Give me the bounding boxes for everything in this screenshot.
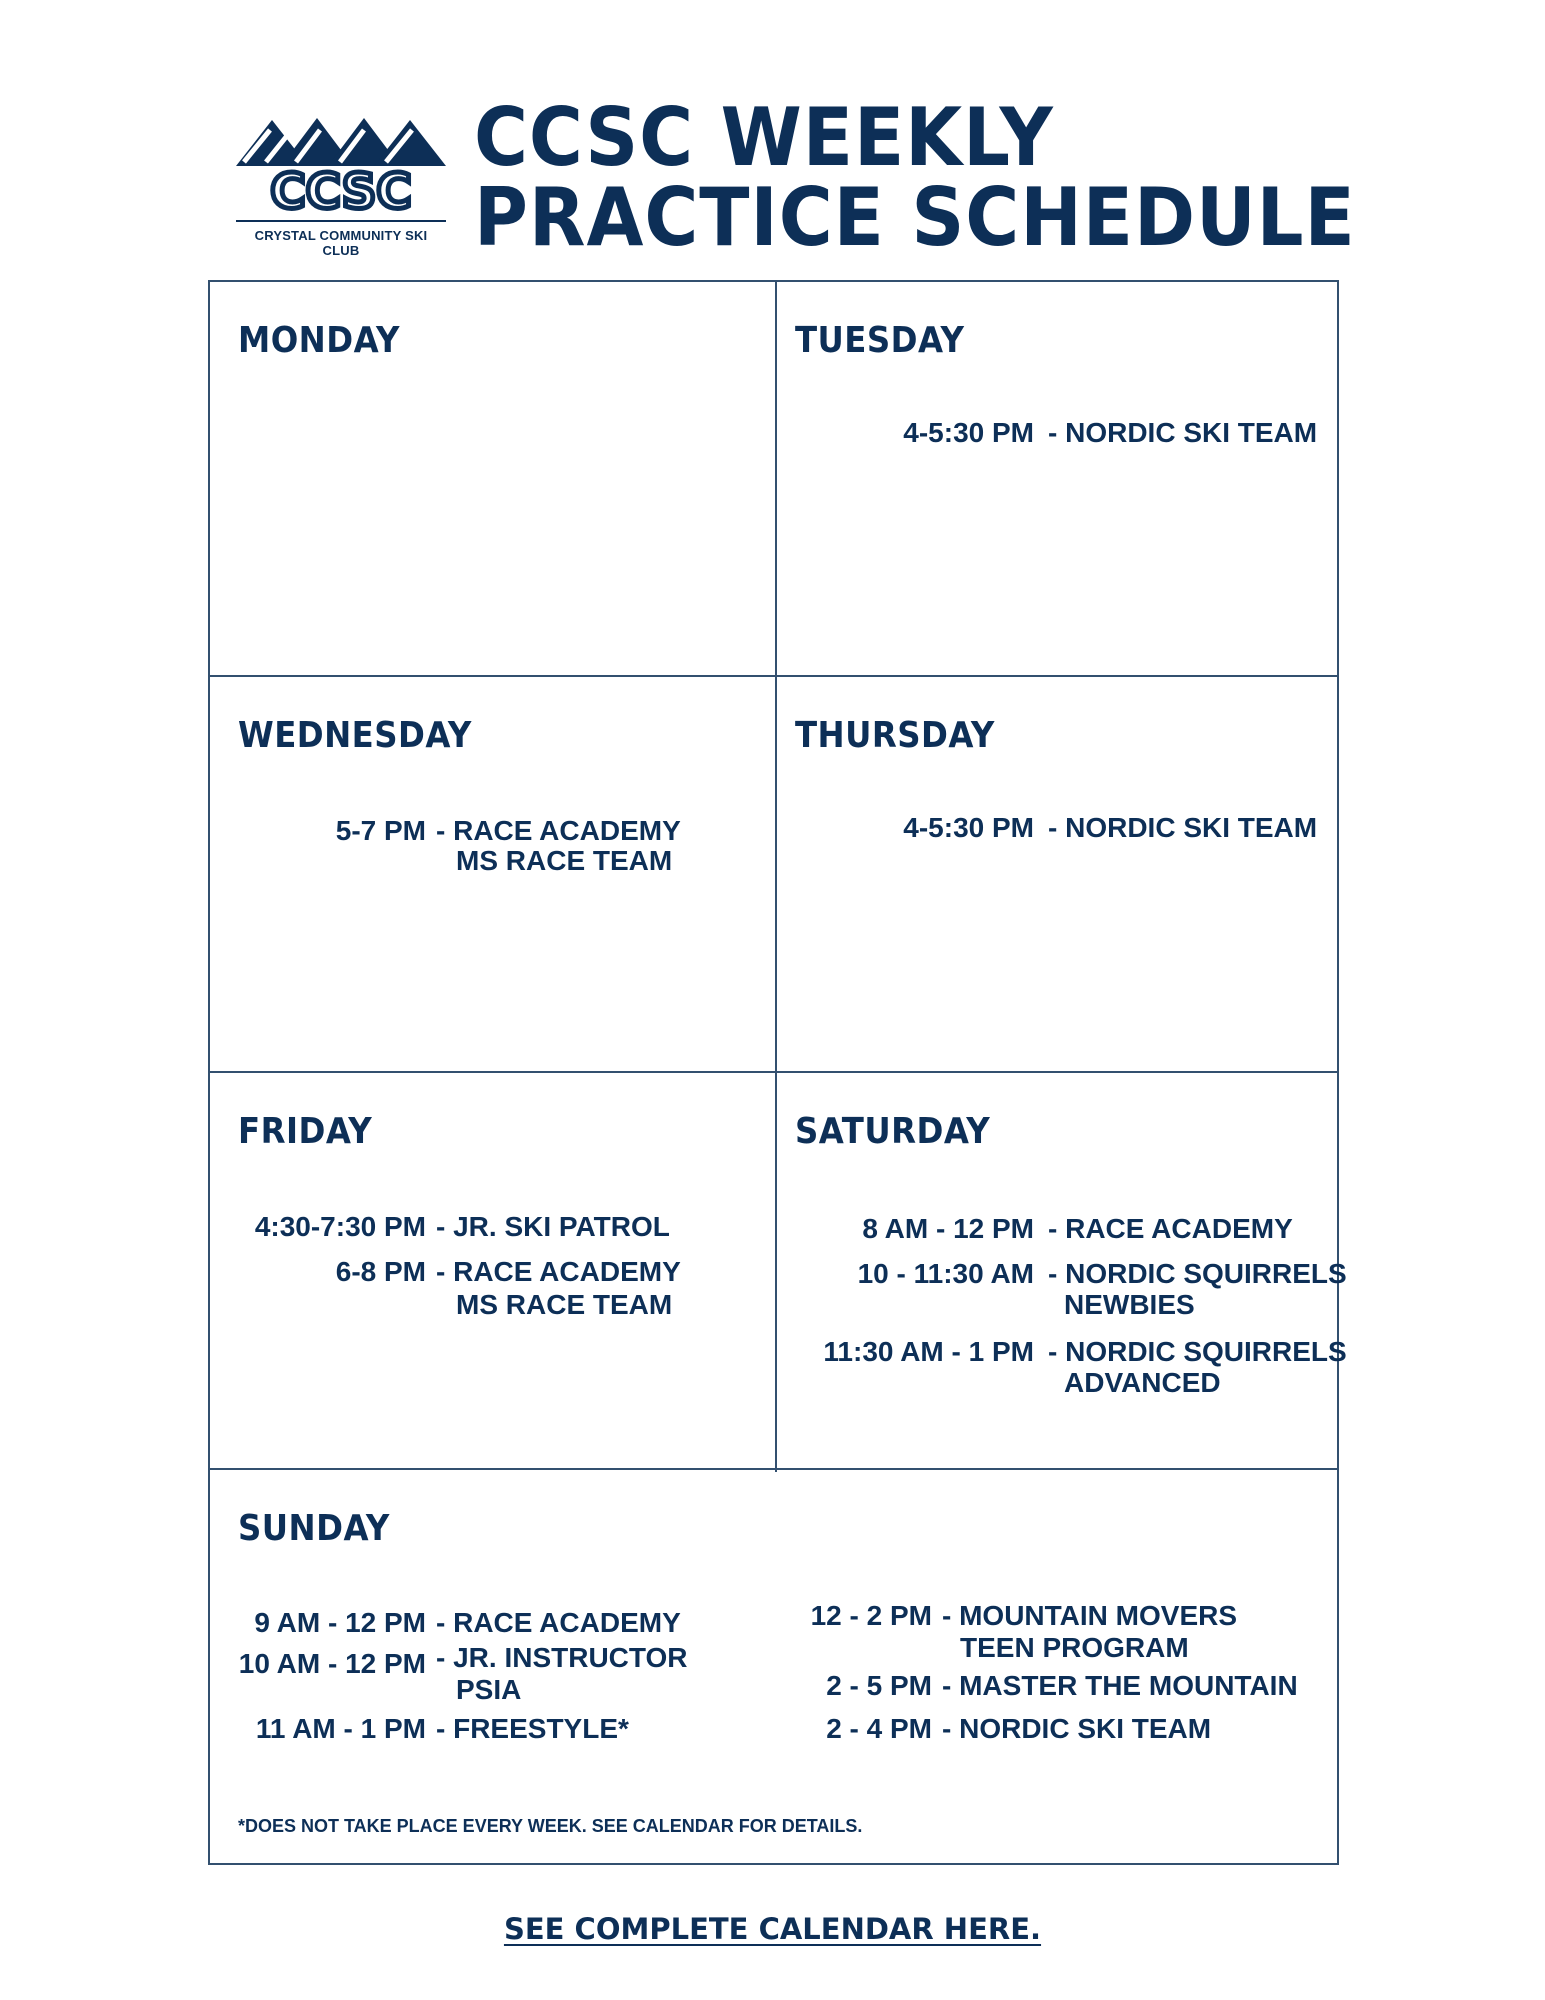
day-cell-monday — [210, 282, 775, 675]
entry-activity: - NORDIC SQUIRRELS — [1048, 1258, 1347, 1289]
day-cell-thursday — [777, 677, 1341, 1071]
day-cell-saturday — [777, 1073, 1347, 1468]
entry-activity-continued: ADVANCED — [1064, 1367, 1221, 1398]
day-heading: MONDAY — [238, 320, 400, 361]
entry-time: 12 - 2 PM — [810, 1600, 932, 1631]
schedule-grid — [208, 280, 1347, 1865]
footnote: *DOES NOT TAKE PLACE EVERY WEEK. SEE CALENDAR FOR DETAILS. — [238, 1816, 863, 1836]
entry-time: 4-5:30 PM — [903, 812, 1034, 843]
entry-activity: - RACE ACADEMY — [1048, 1213, 1293, 1244]
entry-activity: - MASTER THE MOUNTAIN — [942, 1670, 1298, 1701]
entry-time: 6-8 PM — [335, 1256, 426, 1287]
entry-time: 8 AM - 12 PM — [862, 1213, 1034, 1244]
entry-activity-continued: MS RACE TEAM — [456, 1289, 673, 1320]
mountain-logo-icon — [236, 100, 446, 218]
day-cell-wednesday — [210, 677, 775, 1071]
see-calendar-link[interactable]: SEE COMPLETE CALENDAR HERE. — [503, 1912, 1042, 1946]
entry-time: 10 - 11:30 AM — [857, 1258, 1034, 1289]
day-heading: FRIDAY — [238, 1111, 373, 1152]
club-logo — [236, 100, 446, 258]
day-heading: TUESDAY — [795, 320, 965, 361]
entry-time: 2 - 4 PM — [826, 1713, 932, 1744]
club-name: CRYSTAL COMMUNITY SKI CLUB — [254, 228, 428, 258]
entry-time: 2 - 5 PM — [826, 1670, 932, 1701]
day-heading: SUNDAY — [238, 1508, 390, 1549]
title-line-2: PRACTICE SCHEDULE — [474, 171, 1356, 264]
entry-activity-continued: NEWBIES — [1064, 1289, 1195, 1320]
entry-activity: - NORDIC SKI TEAM — [942, 1713, 1212, 1744]
entry-activity: - NORDIC SKI TEAM — [1048, 812, 1318, 843]
day-cell-sunday — [210, 1470, 1337, 1863]
entry-activity: - RACE ACADEMY — [436, 815, 681, 846]
entry-activity: - NORDIC SKI TEAM — [1048, 417, 1318, 448]
entry-time: 11:30 AM - 1 PM — [823, 1336, 1034, 1367]
entry-time: 4-5:30 PM — [903, 417, 1034, 448]
entry-time: 5-7 PM — [335, 815, 426, 846]
title-line-1: CCSC WEEKLY — [474, 91, 1054, 184]
entry-time: 11 AM - 1 PM — [255, 1713, 426, 1744]
logo-divider — [236, 220, 446, 222]
entry-time: 4:30-7:30 PM — [254, 1211, 426, 1242]
page-title — [474, 91, 1356, 264]
entry-activity: - MOUNTAIN MOVERS — [942, 1600, 1238, 1631]
entry-activity: - RACE ACADEMY — [436, 1256, 681, 1287]
entry-time: 9 AM - 12 PM — [254, 1607, 426, 1638]
day-heading: THURSDAY — [795, 715, 995, 756]
day-cell-friday — [210, 1073, 775, 1468]
entry-activity-continued: TEEN PROGRAM — [960, 1632, 1189, 1663]
entry-activity: - RACE ACADEMY — [436, 1607, 681, 1638]
day-heading: WEDNESDAY — [238, 715, 472, 756]
entry-time: 10 AM - 12 PM — [238, 1648, 426, 1679]
entry-activity: - NORDIC SQUIRRELS — [1048, 1336, 1347, 1367]
svg-text:CCSC: CCSC — [270, 164, 412, 218]
entry-activity: - JR. SKI PATROL — [436, 1211, 670, 1242]
entry-activity-continued: PSIA — [456, 1674, 522, 1705]
entry-activity: - FREESTYLE* — [436, 1713, 629, 1744]
day-cell-tuesday — [777, 282, 1341, 675]
entry-activity-continued: MS RACE TEAM — [456, 845, 673, 876]
entry-activity: - JR. INSTRUCTOR — [436, 1642, 688, 1673]
page-header — [236, 91, 1356, 264]
day-heading: SATURDAY — [795, 1111, 991, 1152]
